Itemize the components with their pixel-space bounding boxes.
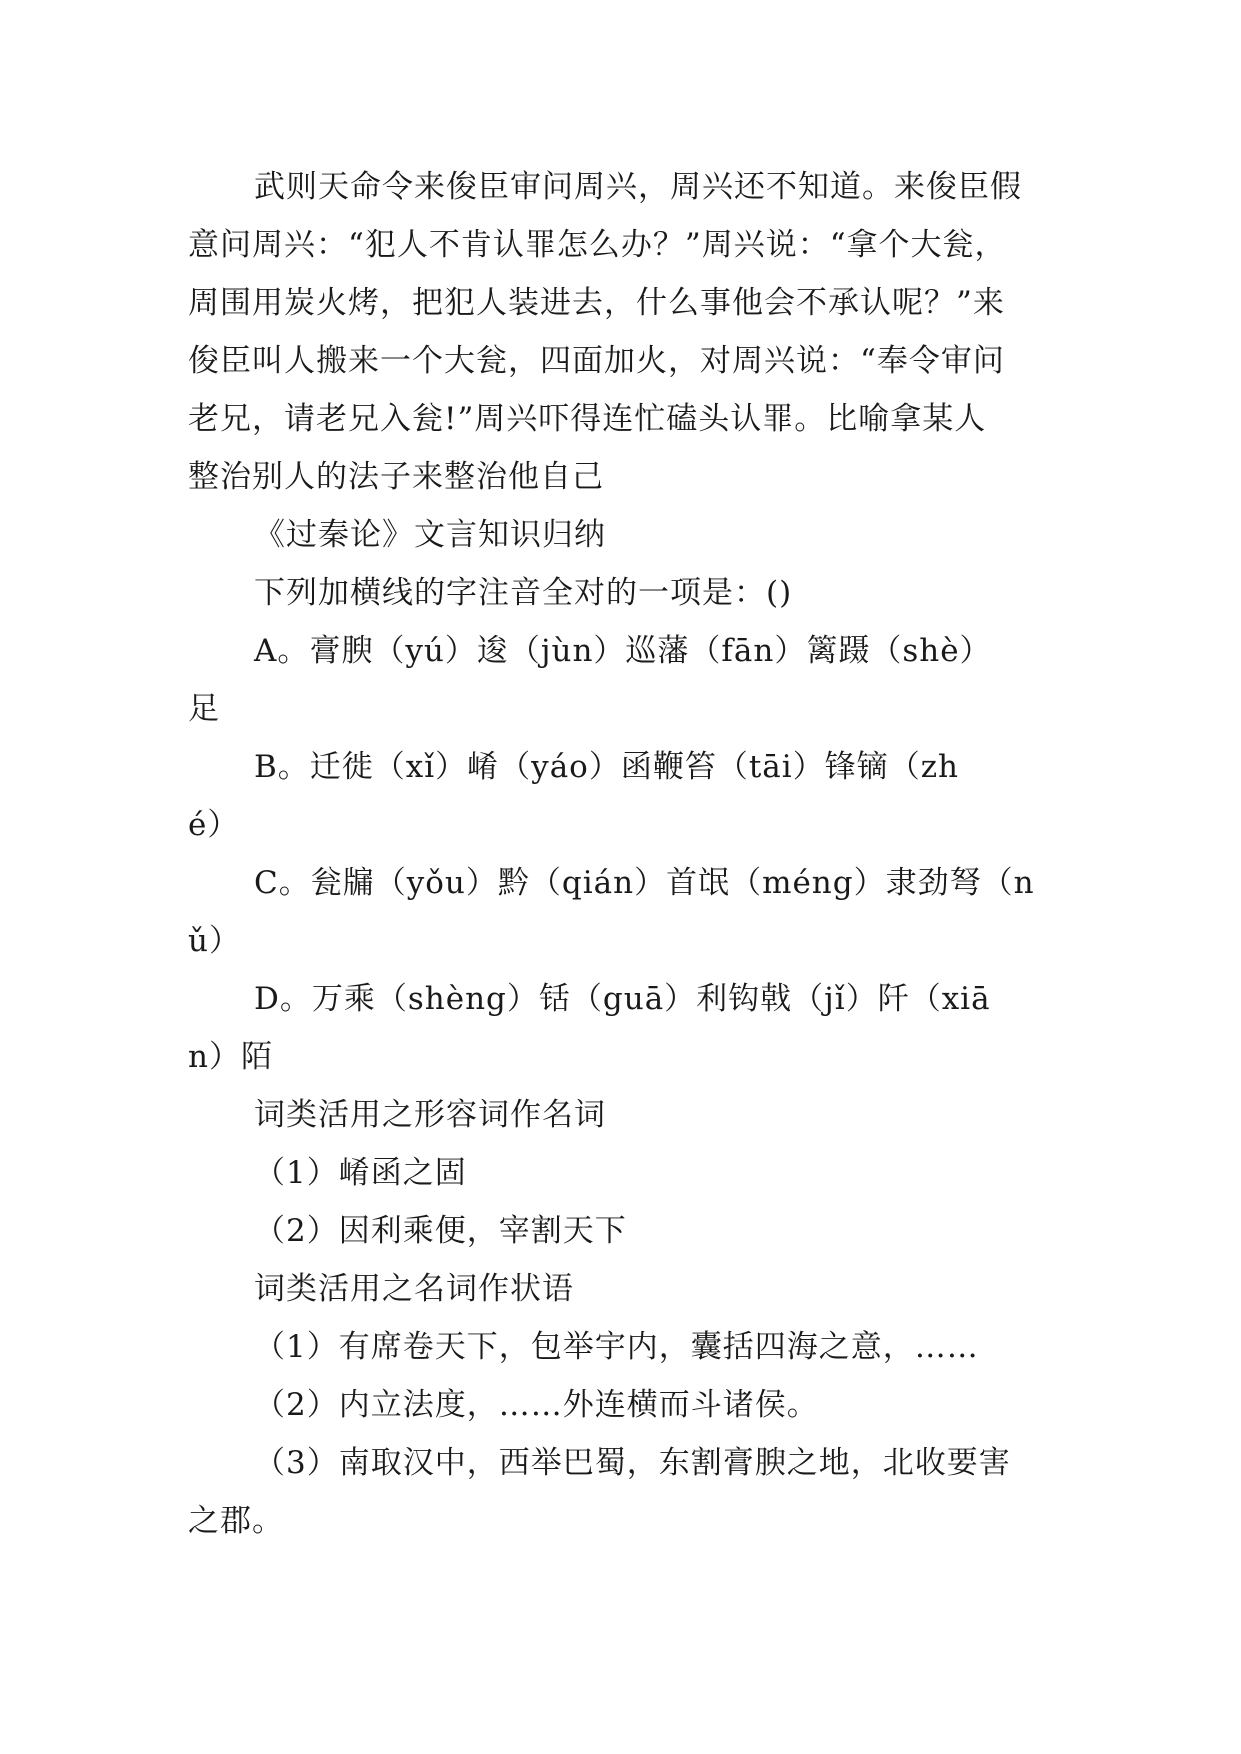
document-body (188, 158, 1068, 1550)
paragraph-line: 俊臣叫人搬来一个大瓮，四面加火，对周兴说：“奉令审问 (188, 343, 1005, 379)
list-item: （1）有席卷天下，包举宇内，囊括四海之意，…… (254, 1329, 979, 1365)
option-b: B。迁徙（xǐ）崤（yáo）函鞭笞（tāi）锋镝（zh (254, 749, 959, 785)
question-stem: 下列加横线的字注音全对的一项是：() (254, 575, 793, 611)
option-a: A。膏腴（yú）逡（jùn）巡藩（fān）篱蹑（shè） (254, 633, 992, 669)
list-item: （1）崤函之固 (254, 1155, 467, 1191)
list-item: （2）内立法度，……外连横而斗诸侯。 (254, 1387, 819, 1423)
option-c-continued: ǔ） (188, 923, 241, 959)
list-item: （2）因利乘便，宰割天下 (254, 1213, 627, 1249)
section-heading: 词类活用之名词作状语 (254, 1271, 574, 1307)
paragraph-line: 意问周兴：“犯人不肯认罪怎么办？”周兴说：“拿个大瓮， (188, 227, 1007, 263)
option-c: C。瓮牖（yǒu）黔（qián）首氓（méng）隶劲弩（n (254, 865, 1035, 901)
list-item-continued: 之郡。 (188, 1503, 284, 1539)
paragraph-line: 整治别人的法子来整治他自己 (188, 459, 604, 495)
list-item: （3）南取汉中，西举巴蜀，东割膏腴之地，北收要害 (254, 1445, 1011, 1481)
option-b-continued: é） (188, 807, 240, 843)
paragraph-line: 周围用炭火烤，把犯人装进去，什么事他会不承认呢？”来 (188, 285, 1005, 321)
paragraph-line: 老兄，请老兄入瓮!”周兴吓得连忙磕头认罪。比喻拿某人 (188, 401, 987, 437)
option-d: D。万乘（shèng）铦（guā）利钩戟（jǐ）阡（xiā (254, 981, 991, 1017)
option-a-continued: 足 (188, 691, 220, 727)
section-heading: 词类活用之形容词作名词 (254, 1097, 606, 1133)
paragraph-line: 武则天命令来俊臣审问周兴，周兴还不知道。来俊臣假 (254, 169, 1022, 205)
option-d-continued: n）陌 (188, 1039, 273, 1075)
section-heading: 《过秦论》文言知识归纳 (254, 517, 606, 553)
